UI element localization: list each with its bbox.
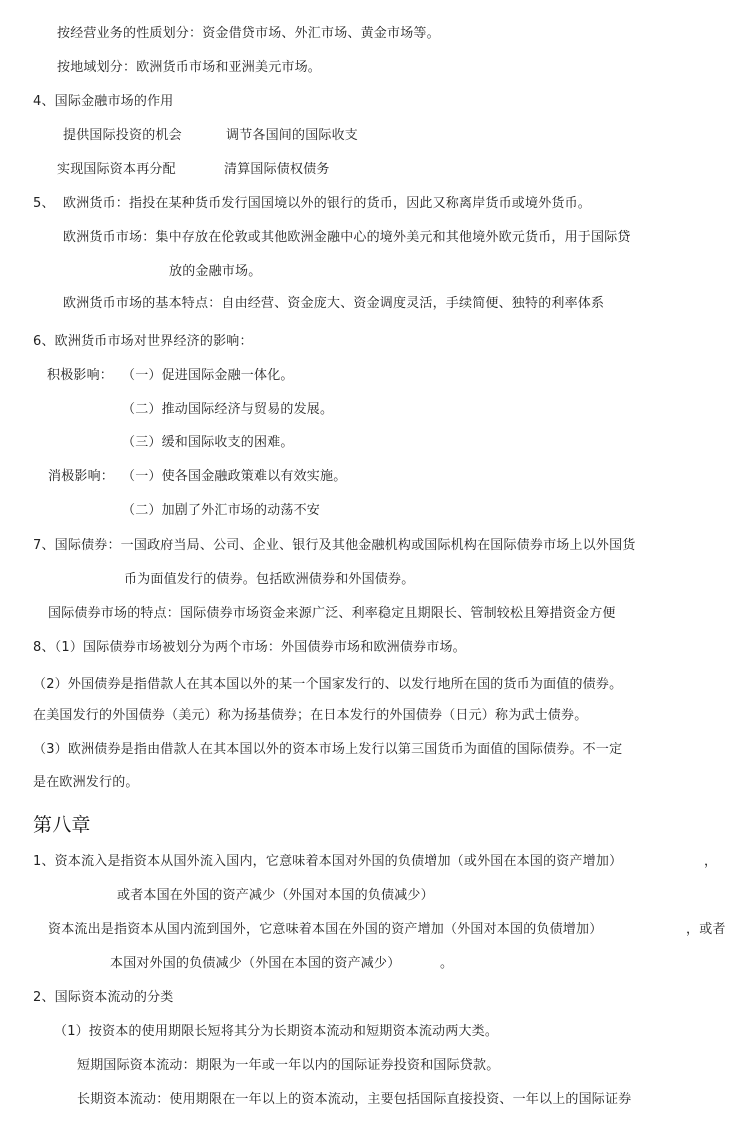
text-line: 按地域划分：欧洲货币市场和亚洲美元市场。 — [57, 60, 322, 75]
text-line: 短期国际资本流动：期限为一年或一年以内的国际证券投资和国际贷款。 — [77, 1058, 500, 1073]
text-line: 长期资本流动：使用期限在一年以上的资本流动，主要包括国际直接投资、一年以上的国际证券 — [77, 1092, 632, 1107]
text-line: 调节各国间的国际收支 — [226, 128, 359, 143]
item-number: 5、 — [33, 196, 55, 211]
text-line: 欧洲货币市场：集中存放在伦敦或其他欧洲金融中心的境外美元和其他境外欧元货币，用于国际贷 — [63, 230, 631, 245]
text-line: 提供国际投资的机会 — [63, 128, 182, 143]
section-heading: 4、国际金融市场的作用 — [33, 94, 174, 109]
text-line: 清算国际债权债务 — [224, 162, 330, 177]
section-heading: 7、国际债券：一国政府当局、公司、企业、银行及其他金融机构或国际机构在国际债券市场上以外国货 — [33, 538, 636, 553]
text-line: （3）欧洲债券是指由借款人在其本国以外的资本市场上发行以第三国货币为面值的国际债券。不一定 — [33, 742, 623, 757]
text-line: 。 — [440, 956, 454, 971]
section-heading: 6、欧洲货币市场对世界经济的影响： — [33, 334, 253, 349]
text-label: 积极影响： — [47, 368, 114, 383]
text-line: （三）缓和国际收支的困难。 — [122, 435, 294, 450]
text-line: 或者本国在外国的资产减少（外国对本国的负债减少） — [117, 888, 434, 903]
text-line: 1、资本流入是指资本从国外流入国内，它意味着本国对外国的负债增加（或外国在本国的资产增加） — [33, 854, 623, 869]
text-line: 欧洲货币：指投在某种货币发行国国境以外的银行的货币，因此又称离岸货币或境外货币。 — [63, 196, 592, 211]
text-line: 实现国际资本再分配 — [57, 162, 176, 177]
text-line: 资本流出是指资本从国内流到国外，它意味着本国在外国的资产增加（外国对本国的负债增加） — [48, 922, 603, 937]
text-line: 欧洲货币市场的基本特点：自由经营、资金庞大、资金调度灵活，手续简便、独特的利率体系 — [63, 296, 605, 311]
text-line: 国际债券市场的特点：国际债券市场资金来源广泛、利率稳定且期限长、管制较松且筹措资金方便 — [48, 606, 616, 621]
text-line: 放的金融市场。 — [169, 264, 262, 279]
section-heading: 8、（1）国际债券市场被划分为两个市场：外国债券市场和欧洲债券市场。 — [33, 640, 466, 655]
text-line: （1）按资本的使用期限长短将其分为长期资本流动和短期资本流动两大类。 — [54, 1024, 499, 1039]
text-line: ， — [704, 854, 718, 869]
text-line: （2）外国债券是指借款人在其本国以外的某一个国家发行的、以发行地所在国的货币为面值的债券。 — [33, 677, 623, 692]
text-line: （二）加剧了外汇市场的动荡不安 — [122, 503, 321, 518]
text-line: （一）促进国际金融一体化。 — [122, 368, 294, 383]
text-line: 本国对外国的负债减少（外国在本国的资产减少） — [110, 956, 401, 971]
chapter-title: 第八章 — [33, 814, 91, 836]
text-line: ，或者 — [686, 922, 726, 937]
text-line: （二）推动国际经济与贸易的发展。 — [122, 402, 334, 417]
section-heading: 2、国际资本流动的分类 — [33, 990, 174, 1005]
text-line: 按经营业务的性质划分：资金借贷市场、外汇市场、黄金市场等。 — [57, 26, 440, 41]
text-label: 消极影响： — [48, 469, 115, 484]
text-line: （一）使各国金融政策难以有效实施。 — [122, 469, 347, 484]
text-line: 币为面值发行的债券。包括欧洲债券和外国债券。 — [124, 572, 415, 587]
text-line: 是在欧洲发行的。 — [33, 775, 139, 790]
text-line: 在美国发行的外国债券（美元）称为扬基债券；在日本发行的外国债券（日元）称为武士债券。 — [33, 708, 588, 723]
